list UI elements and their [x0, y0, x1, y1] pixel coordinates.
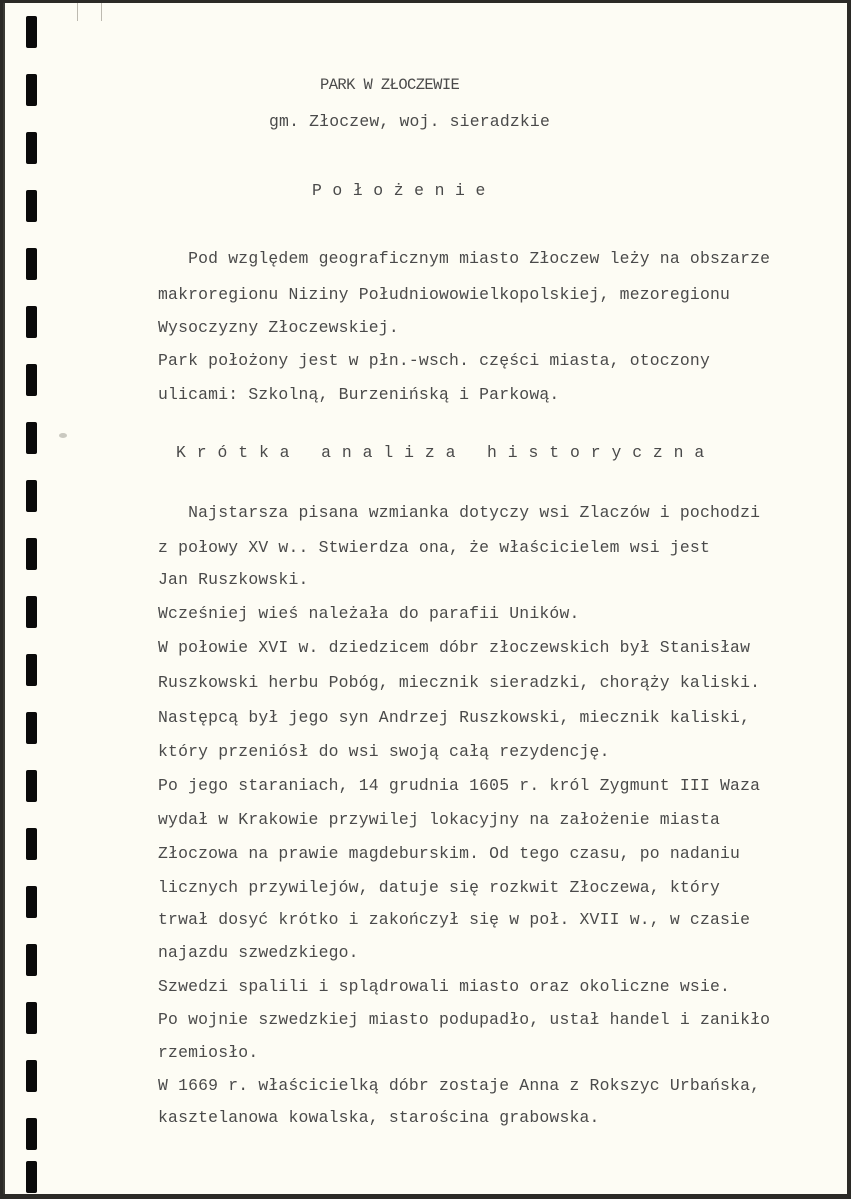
paragraph-line: Ruszkowski herbu Pobóg, miecznik sieradzki, chorąży kaliski. [158, 673, 761, 692]
binding-hole [26, 1060, 37, 1092]
document-subtitle: gm. Złoczew, woj. sieradzkie [269, 112, 551, 131]
paragraph-line: wydał w Krakowie przywilej lokacyjny na założenie miasta [158, 810, 721, 829]
paragraph-line: Wcześniej wieś należała do parafii Uników. [158, 604, 580, 623]
paragraph-line: Po jego staraniach, 14 grudnia 1605 r. król Zygmunt III Waza [158, 776, 761, 795]
paragraph-line: Najstarsza pisana wzmianka dotyczy wsi Zlaczów i pochodzi [158, 503, 761, 522]
paragraph-line: ulicami: Szkolną, Burzenińską i Parkową. [158, 385, 560, 404]
binding-hole [26, 712, 37, 744]
paragraph-line: licznych przywilejów, datuje się rozkwit Złoczewa, który [158, 878, 721, 897]
paragraph-line: rzemiosło. [158, 1043, 259, 1062]
paper-mark [77, 3, 78, 21]
binding-hole [26, 886, 37, 918]
paragraph-line: Pod względem geograficznym miasto Złoczew leży na obszarze [158, 249, 771, 268]
paragraph-line: Następcą był jego syn Andrzej Ruszkowski, miecznik kaliski, [158, 708, 751, 727]
binding-hole [26, 654, 37, 686]
typewritten-page [3, 3, 847, 1194]
paragraph-line: Szwedzi spalili i splądrowali miasto oraz okoliczne wsie. [158, 977, 731, 996]
binding-hole [26, 1002, 37, 1034]
paragraph-line: W 1669 r. właścicielką dóbr zostaje Anna z Rokszyc Urbańska, [158, 1076, 761, 1095]
paragraph-line: kasztelanowa kowalska, starościna grabowska. [158, 1108, 600, 1127]
paragraph-line: trwał dosyć krótko i zakończył się w poł. XVII w., w czasie [158, 910, 751, 929]
paragraph-line: Park położony jest w płn.-wsch. części miasta, otoczony [158, 351, 710, 370]
paragraph-line: W połowie XVI w. dziedzicem dóbr złoczewskich był Stanisław [158, 638, 751, 657]
section-heading-location: Położenie [312, 181, 496, 200]
binding-hole [26, 770, 37, 802]
binding-hole [26, 944, 37, 976]
paragraph-line: Wysoczyzny Złoczewskiej. [158, 318, 399, 337]
paragraph-line: Złoczowa na prawie magdeburskim. Od tego czasu, po nadaniu [158, 844, 741, 863]
document-body [5, 3, 771, 1127]
paper-smudge [59, 433, 67, 438]
binding-hole [26, 1161, 37, 1193]
paragraph-line: Jan Ruszkowski. [158, 570, 309, 589]
document-title: PARK W ZŁOCZEWIE [320, 76, 460, 94]
binding-hole [26, 828, 37, 860]
paragraph-line: najazdu szwedzkiego. [158, 943, 359, 962]
binding-hole [26, 1118, 37, 1150]
paper-mark [101, 3, 102, 21]
paragraph-line: z połowy XV w.. Stwierdza ona, że właścicielem wsi jest [158, 538, 710, 557]
section-heading-history: Krótka analiza historyczna [176, 443, 716, 462]
paragraph-line: Po wojnie szwedzkiej miasto podupadło, ustał handel i zanikło [158, 1010, 771, 1029]
paragraph-line: makroregionu Niziny Południowowielkopolskiej, mezoregionu [158, 285, 731, 304]
paragraph-line: który przeniósł do wsi swoją całą rezydencję. [158, 742, 610, 761]
